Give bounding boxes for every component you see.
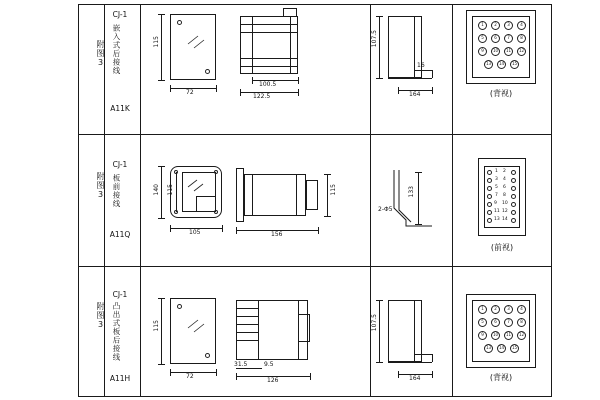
terminal-pin xyxy=(511,210,516,215)
frame-col-5 xyxy=(551,4,552,396)
row-2-dim133-tick-t xyxy=(415,172,422,173)
row-1-panel-base xyxy=(388,78,432,79)
row-1-dim-side-len1: 100.5 xyxy=(259,81,277,88)
row-3-dim-panel-height: 107.5 xyxy=(371,314,378,332)
terminal-pin: 4 xyxy=(517,305,526,314)
row-3-dim315-line xyxy=(236,368,262,369)
row-2-code: A11Q xyxy=(109,230,131,239)
row-2-dim-front-height1: 140 xyxy=(153,184,160,196)
row-3-side-h5 xyxy=(236,340,258,341)
terminal-pin: 1 xyxy=(478,305,487,314)
row-2-side-v1 xyxy=(252,174,253,216)
row-1-front-hole-tl xyxy=(177,20,182,25)
row-1-side-tab xyxy=(283,8,297,17)
row-2-dim-side-len: 156 xyxy=(271,231,283,238)
row-2-front-grid xyxy=(196,196,216,212)
frame-line-top xyxy=(78,4,552,5)
terminal-pin-label: 5 xyxy=(495,185,498,190)
row-2-bracket-shape xyxy=(392,168,438,230)
row-1-side-v2 xyxy=(252,16,253,74)
row-3-front-hatch-icon xyxy=(188,320,210,336)
row-3-dim72-tick-l xyxy=(170,369,171,376)
row-3-dim115-line xyxy=(161,298,162,364)
row-3-dim-front-height: 115 xyxy=(153,320,160,332)
row-3-side-h4 xyxy=(236,332,258,333)
row-3-hole-tl xyxy=(177,304,182,309)
terminal-pin: 7 xyxy=(504,34,513,43)
row-1-dim-front-width: 72 xyxy=(186,89,194,96)
terminal-pin xyxy=(487,218,492,223)
row-3-dim115-tick-t xyxy=(158,298,165,299)
row-2-side-tail xyxy=(306,180,318,210)
terminal-pin xyxy=(487,170,492,175)
row-1-dim-front-height: 115 xyxy=(153,36,160,48)
row-3-side-h2 xyxy=(236,316,258,317)
row-1-dim-1225-tick-r xyxy=(298,89,299,96)
row-2-dim-front-width: 105 xyxy=(189,229,201,236)
row-3-dim-side-b: 9.5 xyxy=(264,361,274,368)
frame-line-r2r3 xyxy=(78,266,552,267)
row-3-dim-panel-width: 164 xyxy=(409,375,421,382)
row-2-dim-hole-note: 2-Φ5 xyxy=(378,206,393,213)
terminal-pin: 9 xyxy=(478,47,487,56)
terminal-pin: 1 xyxy=(478,21,487,30)
row-2-dim133-tick-b xyxy=(415,224,422,225)
terminal-pin xyxy=(487,186,492,191)
row-3-hole-br xyxy=(205,353,210,358)
row-3-panel-foot-v xyxy=(432,354,433,362)
terminal-pin: 2 xyxy=(491,305,500,314)
row-1-dim-1005-tick-r xyxy=(298,77,299,84)
row-3-dim126-tick-r xyxy=(310,373,311,380)
row-2-dim140-tick-b xyxy=(158,218,165,219)
row-2-figure-label: 附图3 xyxy=(96,172,105,200)
row-1-panel-foot-v xyxy=(432,70,433,78)
row-3-mount-name: 凸出式板后接线 xyxy=(112,302,121,362)
terminal-pin: 8 xyxy=(517,318,526,327)
row-2-side-v2 xyxy=(296,174,297,216)
terminal-pin-label: 13 xyxy=(494,217,500,222)
row-3-panel-dim-tick-b xyxy=(376,362,383,363)
row-1-dim-164-tick-r xyxy=(432,87,433,94)
row-2-dim140-tick-t xyxy=(158,166,165,167)
row-3-dim-front-width: 72 xyxy=(186,373,194,380)
row-2-dim140-line xyxy=(161,166,162,218)
row-2-dim156-tick-r xyxy=(318,227,319,234)
terminal-pin: 15 xyxy=(510,344,519,353)
row-1-dim-panel-small: 16 xyxy=(417,62,425,69)
row-2-dim156-tick-l xyxy=(236,227,237,234)
terminal-pin-label: 1 xyxy=(495,169,498,174)
terminal-pin: 10 xyxy=(491,331,500,340)
row-1-dim-h-tick-r xyxy=(216,85,217,92)
terminal-pin xyxy=(511,186,516,191)
row-2-side-plate xyxy=(236,168,244,222)
row-1-mount-name: 嵌入式后接线 xyxy=(112,24,121,75)
row-2-dim115b-line xyxy=(327,174,328,216)
terminal-pin: 13 xyxy=(484,60,493,69)
row-3-panel-base xyxy=(388,362,432,363)
row-3-side-tail xyxy=(298,314,310,342)
row-2-dim-front-height2: 115 xyxy=(167,184,174,196)
terminal-pin xyxy=(487,194,492,199)
terminal-pin xyxy=(511,170,516,175)
frame-line-r1r2 xyxy=(78,134,552,135)
row-1-front-hole-br xyxy=(205,69,210,74)
terminal-pin: 2 xyxy=(491,21,500,30)
row-1-panel-dim-tick-b xyxy=(376,78,383,79)
terminal-pin xyxy=(511,178,516,183)
row-2-hole-tr xyxy=(214,170,218,174)
row-1-front-hatch-icon xyxy=(188,36,210,52)
row-2-dim115b-tick-b xyxy=(324,216,331,217)
row-1-model: CJ-1 xyxy=(112,10,128,19)
row-2-mount-name: 板前接线 xyxy=(112,174,121,208)
row-2-view-caption: (前视) xyxy=(490,243,514,252)
row-3-dim-side-a: 31.5 xyxy=(234,361,248,368)
row-1-dim-v-line xyxy=(161,14,162,80)
row-3-dim126-tick-l xyxy=(236,373,237,380)
terminal-pin: 6 xyxy=(491,34,500,43)
terminal-pin: 12 xyxy=(517,331,526,340)
row-3-dim164-tick-l xyxy=(398,371,399,378)
row-3-panel-body xyxy=(388,300,422,362)
row-1-side-v1 xyxy=(290,16,291,74)
row-2-dim-cut-height: 133 xyxy=(408,186,415,198)
frame-col-2 xyxy=(140,4,141,396)
row-1-dim-1225-tick-l xyxy=(240,89,241,96)
terminal-pin: 3 xyxy=(504,305,513,314)
terminal-pin-label: 10 xyxy=(502,201,508,206)
terminal-pin-label: 9 xyxy=(494,201,497,206)
row-1-code: A11K xyxy=(110,104,130,113)
row-2-dim105-tick-l xyxy=(170,225,171,232)
row-1-dim-panel-height: 107.5 xyxy=(371,30,378,48)
row-1-figure-label: 附图3 xyxy=(96,40,105,68)
row-3-dim164-tick-r xyxy=(432,371,433,378)
row-2-dim105-tick-r xyxy=(222,225,223,232)
frame-line-bottom xyxy=(78,396,552,397)
row-2-front-hatch-icon xyxy=(188,180,208,194)
terminal-pin: 7 xyxy=(504,318,513,327)
row-2-dim115-line xyxy=(176,172,177,212)
terminal-pin: 10 xyxy=(491,47,500,56)
row-3-figure-label: 附图3 xyxy=(96,302,105,330)
terminal-pin: 14 xyxy=(497,60,506,69)
row-2-dim-side-height: 115 xyxy=(330,184,337,196)
row-3-model: CJ-1 xyxy=(112,290,128,299)
terminal-pin: 13 xyxy=(484,344,493,353)
terminal-pin-label: 2 xyxy=(503,169,506,174)
terminal-pin xyxy=(511,218,516,223)
frame-col-4 xyxy=(452,4,453,396)
row-2-dim133-line xyxy=(418,172,419,224)
row-1-panel-v xyxy=(414,16,415,78)
terminal-pin: 3 xyxy=(504,21,513,30)
terminal-pin-label: 14 xyxy=(502,217,508,222)
terminal-pin xyxy=(511,202,516,207)
row-1-panel-dim-tick-t xyxy=(376,16,383,17)
terminal-pin: 11 xyxy=(504,47,513,56)
row-1-dim-164-tick-l xyxy=(398,87,399,94)
row-1-dim-1005-tick-l xyxy=(252,77,253,84)
row-2-model: CJ-1 xyxy=(112,160,128,169)
terminal-pin xyxy=(487,178,492,183)
row-3-dim-side-len: 126 xyxy=(267,377,279,384)
terminal-pin-label: 11 xyxy=(494,209,500,214)
row-2-dim115b-tick-t xyxy=(324,174,331,175)
terminal-pin: 8 xyxy=(517,34,526,43)
terminal-pin xyxy=(511,194,516,199)
row-3-panel-dim-v xyxy=(379,300,380,362)
terminal-pin-label: 12 xyxy=(502,209,508,214)
terminal-pin: 12 xyxy=(517,47,526,56)
row-3-code: A11H xyxy=(109,374,131,383)
terminal-pin: 4 xyxy=(517,21,526,30)
row-1-dim-panel-width: 164 xyxy=(409,91,421,98)
terminal-pin: 9 xyxy=(478,331,487,340)
terminal-pin xyxy=(487,210,492,215)
row-3-dim115-tick-b xyxy=(158,364,165,365)
terminal-pin-label: 6 xyxy=(503,185,506,190)
terminal-pin: 11 xyxy=(504,331,513,340)
row-1-panel-foot xyxy=(414,70,432,71)
row-1-dim-v-tick-top xyxy=(158,14,165,15)
row-3-panel-dim-tick-t xyxy=(376,300,383,301)
terminal-pin-label: 8 xyxy=(503,193,506,198)
row-1-dim-v-tick-bot xyxy=(158,80,165,81)
terminal-pin xyxy=(487,202,492,207)
row-1-dim-h-tick-l xyxy=(170,85,171,92)
terminal-pin: 6 xyxy=(491,318,500,327)
row-3-dim72-tick-r xyxy=(216,369,217,376)
terminal-pin-label: 4 xyxy=(503,177,506,182)
terminal-pin: 5 xyxy=(478,34,487,43)
row-1-view-caption: (背视) xyxy=(489,89,513,98)
row-1-dim-side-len2: 122.5 xyxy=(253,93,271,100)
terminal-pin: 14 xyxy=(497,344,506,353)
row-3-side-h1 xyxy=(236,308,258,309)
row-3-panel-foot xyxy=(414,354,432,355)
row-3-panel-v xyxy=(414,300,415,362)
row-1-panel-dim-v xyxy=(379,16,380,78)
terminal-pin-label: 7 xyxy=(495,193,498,198)
frame-col-3 xyxy=(370,4,371,396)
row-3-view-caption: (背视) xyxy=(489,373,513,382)
row-3-side-h3 xyxy=(236,324,258,325)
terminal-pin: 15 xyxy=(510,60,519,69)
terminal-pin: 5 xyxy=(478,318,487,327)
terminal-pin-label: 3 xyxy=(495,177,498,182)
row-3-side-v1 xyxy=(258,300,259,360)
